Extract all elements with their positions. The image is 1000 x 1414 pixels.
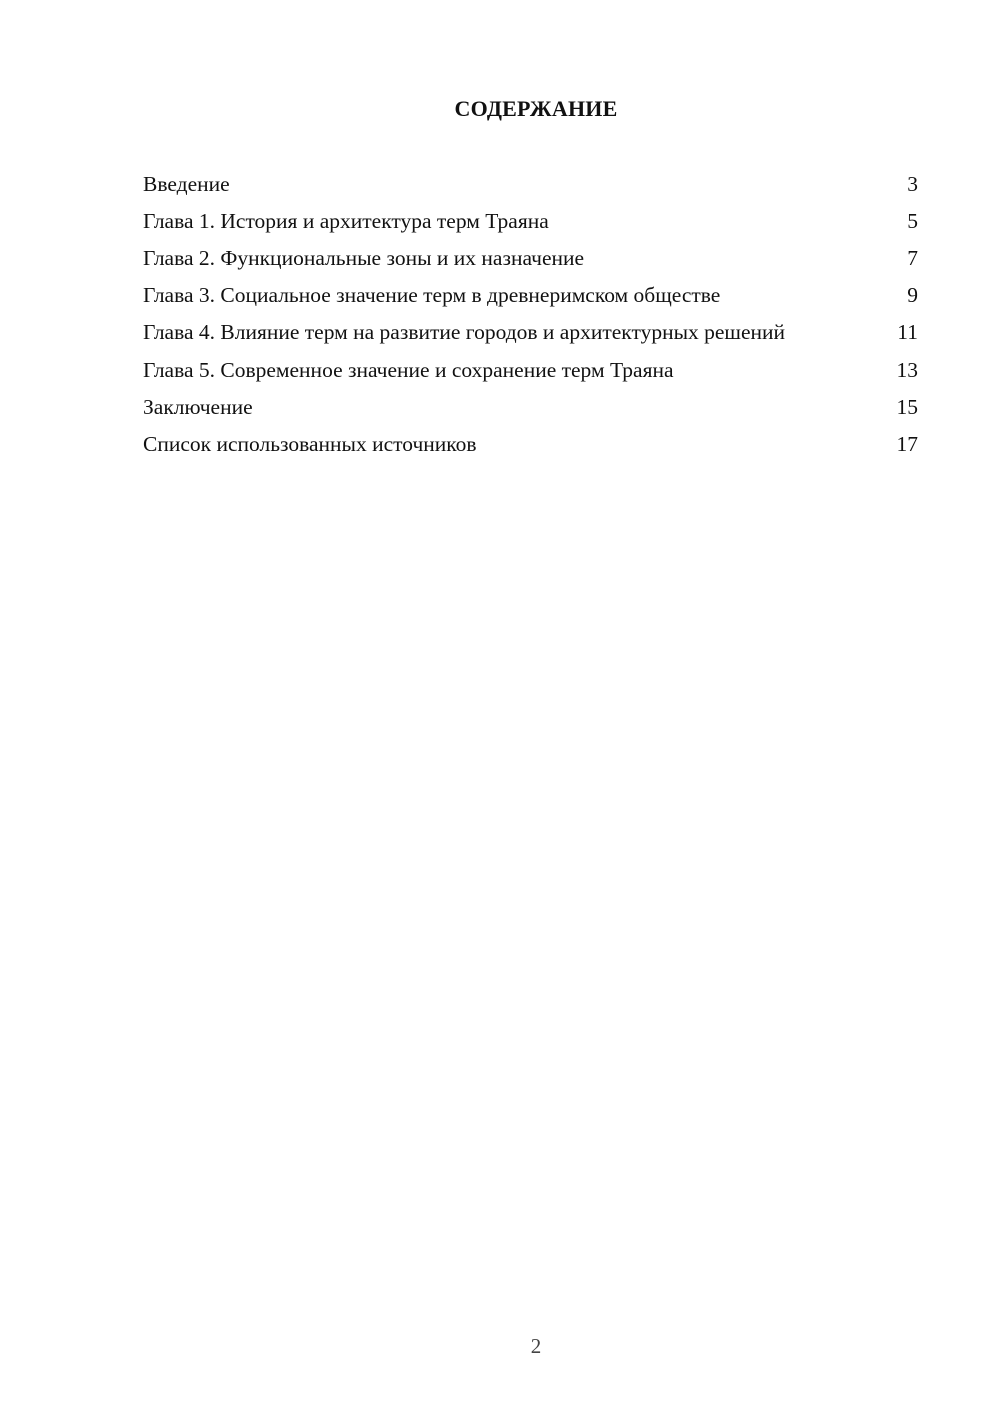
toc-entry-title: Глава 4. Влияние терм на развитие городов и архитектурных решений [143,320,786,344]
page-number: 2 [530,1334,542,1358]
toc-entry-chapter-2 [143,245,918,272]
toc-entry-chapter-4 [143,319,918,346]
table-of-contents [143,171,918,468]
toc-entry-introduction [143,171,918,198]
toc-entry-chapter-5 [143,357,918,384]
toc-entry-title: Глава 1. История и архитектура терм Траяна [143,209,549,233]
toc-entry-title: Глава 2. Функциональные зоны и их назначение [143,246,585,270]
toc-entry-chapter-3 [143,282,918,309]
toc-entry-page: 9 [907,283,918,307]
toc-entry-title: Введение [143,172,230,196]
toc-entry-title: Заключение [143,395,253,419]
page-title: СОДЕРЖАНИЕ [454,96,618,121]
toc-entry-page: 11 [897,320,918,344]
toc-entry-conclusion [143,394,918,421]
toc-entry-page: 15 [896,395,918,419]
toc-entry-page: 17 [896,432,918,456]
toc-entry-page: 3 [907,172,918,196]
toc-entry-title: Список использованных источников [143,432,477,456]
toc-entry-page: 7 [907,246,918,270]
toc-entry-references [143,431,918,458]
toc-entry-title: Глава 3. Социальное значение терм в древнеримском обществе [143,283,721,307]
toc-entry-chapter-1 [143,208,918,235]
toc-entry-page: 13 [896,358,918,382]
toc-entry-title: Глава 5. Современное значение и сохранение терм Траяна [143,358,674,382]
toc-entry-page: 5 [907,209,918,233]
